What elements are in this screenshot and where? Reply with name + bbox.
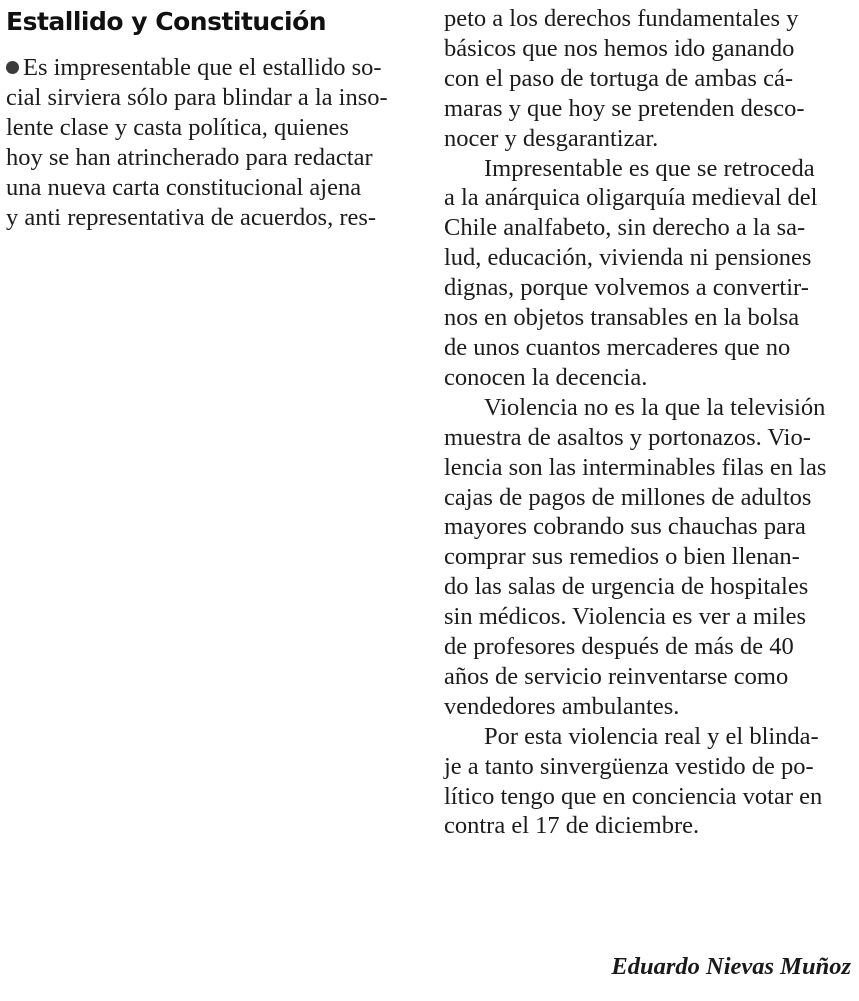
text-line: lud, educación, vivienda ni pensiones xyxy=(444,244,812,272)
text-line: peto a los derechos fundamentales y xyxy=(444,5,799,32)
text-line xyxy=(6,53,416,83)
text-line: muestra de asaltos y portonazos. Vio- xyxy=(444,423,811,451)
text-line: nos en objetos transables en la bolsa xyxy=(444,304,800,332)
text-line: vendedores ambulantes. xyxy=(444,692,680,720)
left-column xyxy=(6,53,416,232)
text-line-content: Es impresentable que el estallido so- xyxy=(23,54,382,81)
text-line: y anti representativa de acuerdos, res- xyxy=(6,203,377,231)
letter-title: Estallido y Constitución xyxy=(6,7,327,36)
text-line: sin médicos. Violencia es ver a miles xyxy=(444,603,807,631)
text-line: dignas, porque volvemos a convertir- xyxy=(444,274,809,302)
text-line: años de servicio reinventarse como xyxy=(444,662,789,690)
text-line: hoy se han atrincherado para redactar xyxy=(6,143,373,171)
text-line: do las salas de urgencia de hospitales xyxy=(444,573,809,601)
text-line: lencia son las interminables filas en las xyxy=(444,453,827,481)
text-line: contra el 17 de diciembre. xyxy=(444,812,700,840)
text-line: cajas de pagos de millones de adultos xyxy=(444,483,812,511)
right-column xyxy=(444,4,854,841)
author-signature: Eduardo Nievas Muñoz xyxy=(611,953,851,980)
text-line: maras y que hoy se pretenden desco- xyxy=(444,94,805,122)
text-line: mayores cobrando sus chauchas para xyxy=(444,513,806,541)
text-line: a la anárquica oligarquía medieval del xyxy=(444,184,818,212)
text-line: conocen la decencia. xyxy=(444,363,648,391)
text-line: de profesores después de más de 40 xyxy=(444,633,794,661)
text-line: nocer y desgarantizar. xyxy=(444,124,659,152)
bullet-dot-icon xyxy=(6,61,19,74)
text-line: cial sirviera sólo para blindar a la inso- xyxy=(6,83,388,111)
paragraph-first-line: Por esta violencia real y el blinda- xyxy=(484,722,819,750)
text-line: con el paso de tortuga de ambas cá- xyxy=(444,64,793,92)
text-line: lente clase y casta política, quienes xyxy=(6,113,349,141)
text-line: Chile analfabeto, sin derecho a la sa- xyxy=(444,214,806,242)
text-line: comprar sus remedios o bien llenan- xyxy=(444,543,800,571)
text-line: lítico tengo que en conciencia votar en xyxy=(444,782,823,810)
text-line: je a tanto sinvergüenza vestido de po- xyxy=(444,752,814,780)
paragraph-first-line: Impresentable es que se retroceda xyxy=(484,154,815,182)
paragraph-first-line: Violencia no es la que la televisión xyxy=(484,393,826,421)
text-line: básicos que nos hemos ido ganando xyxy=(444,34,795,62)
text-line: de unos cuantos mercaderes que no xyxy=(444,333,791,361)
text-line: una nueva carta constitucional ajena xyxy=(6,173,362,201)
